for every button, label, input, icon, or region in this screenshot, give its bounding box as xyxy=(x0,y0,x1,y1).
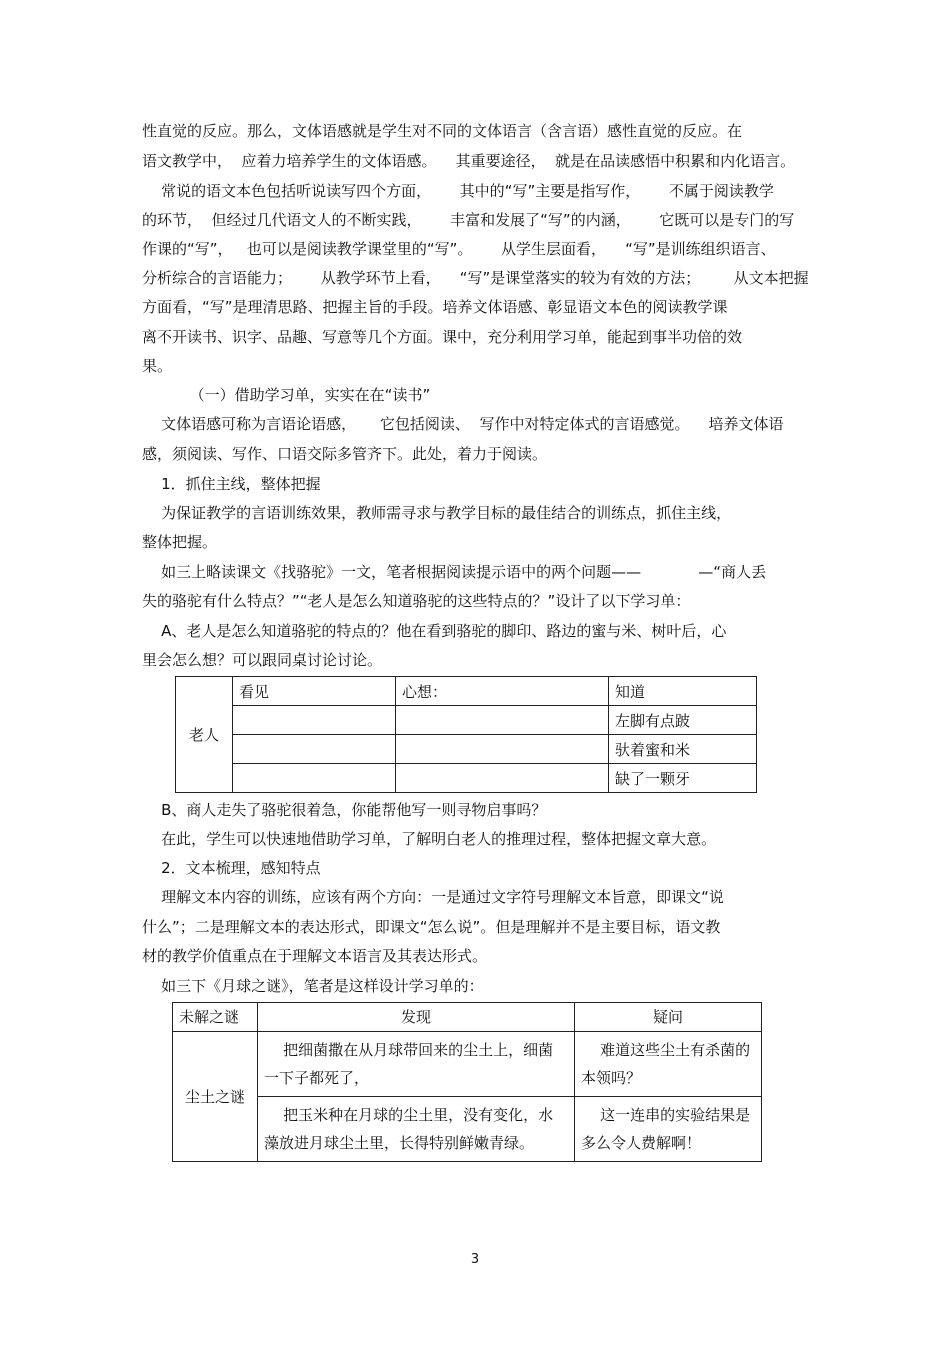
table-cell xyxy=(233,735,396,764)
table-cell: 缺了一颗牙 xyxy=(609,764,757,793)
paragraph-line: 在此，学生可以快速地借助学习单，了解明白老人的推理过程，整体把握文章大意。 xyxy=(142,830,717,848)
table-cell: 把玉米种在月球的尘土里，没有变化，水藻放进月球尘土里，长得特别鲜嫩青绿。 xyxy=(258,1097,575,1162)
table-header: 疑问 xyxy=(575,1003,762,1032)
paragraph-line: 语文教学中， 应着力培养学生的文体语感。 其重要途径， 就是在品读感悟中积累和内化语言。 xyxy=(142,152,796,170)
paragraph-line: 里会怎么想？可以跟同桌讨论讨论。 xyxy=(142,651,383,669)
paragraph-line: 常说的语文本色包括听说读写四个方面， 其中的“写”主要是指写作， 不属于阅读教学 xyxy=(142,182,774,200)
paragraph-line: 如三上略读课文《找骆驼》一文，笔者根据阅读提示语中的两个问题—— —“商人丢 xyxy=(142,563,767,581)
paragraph-line: 理解文本内容的训练，应该有两个方向：一是通过文字符号理解文本旨意，即课文“说 xyxy=(142,888,724,906)
learning-sheet-table-2 xyxy=(172,1002,762,1162)
table-cell: 难道这些尘土有杀菌的本领吗？ xyxy=(575,1032,762,1097)
paragraph-line: 失的骆驼有什么特点？”“老人是怎么知道骆驼的这些特点的？”设计了以下学习单： xyxy=(142,592,691,610)
paragraph-line: 整体把握。 xyxy=(142,533,218,551)
table-cell xyxy=(233,706,396,735)
table-cell: 左脚有点跛 xyxy=(609,706,757,735)
learning-sheet-table-1 xyxy=(175,676,757,793)
paragraph-line: 作课的“写”， 也可以是阅读教学课堂里的“写”。 从学生层面看， “写”是训练组织语言、 xyxy=(142,240,776,258)
subheading: 1．抓住主线，整体把握 xyxy=(142,475,321,493)
paragraph-line: 分析综合的言语能力； 从教学环节上看， “写”是课堂落实的较为有效的方法； 从文本把握 xyxy=(142,269,809,287)
paragraph-line: 为保证教学的言语训练效果，教师需寻求与教学目标的最佳结合的训练点，抓住主线， xyxy=(142,504,732,522)
paragraph-line: A、老人是怎么知道骆驼的特点的？他在看到骆驼的脚印、路边的蜜与米、树叶后，心 xyxy=(142,622,727,640)
paragraph-line: 果。 xyxy=(142,357,173,375)
paragraph-line: 材的教学价值重点在于理解文本语言及其表达形式。 xyxy=(142,947,488,965)
paragraph-line: 的环节， 但经过几代语文人的不断实践， 丰富和发展了“写”的内涵， 它既可以是专门的写 xyxy=(142,211,795,229)
paragraph-line: 如三下《月球之谜》，笔者是这样设计学习单的： xyxy=(142,977,484,995)
table-header: 知道 xyxy=(609,677,757,706)
paragraph-line: B、商人走失了骆驼很着急，你能帮他写一则寻物启事吗？ xyxy=(142,801,547,819)
table-cell xyxy=(396,706,609,735)
paragraph-line: 离不开读书、识字、品趣、写意等几个方面。课中，充分利用学习单，能起到事半功倍的效 xyxy=(142,328,743,346)
paragraph-line: 感，须阅读、写作、口语交际多管齐下。此处，着力于阅读。 xyxy=(142,445,548,463)
paragraph-line: 什么”；二是理解文本的表达形式，即课文“怎么说”。但是理解并不是主要目标，语文教 xyxy=(142,918,721,936)
table-header: 未解之谜 xyxy=(173,1003,258,1032)
row-label: 老人 xyxy=(176,677,233,793)
table-cell xyxy=(396,735,609,764)
paragraph-line: 文体语感可称为言语论语感， 它包括阅读、 写作中对特定体式的言语感觉。 培养文体语 xyxy=(142,415,784,433)
table-header: 看见 xyxy=(233,677,396,706)
page-number: 3 xyxy=(470,1252,480,1267)
table-cell: 驮着蜜和米 xyxy=(609,735,757,764)
row-label: 尘土之谜 xyxy=(173,1032,258,1162)
paragraph-line: 方面看，“写”是理清思路、把握主旨的手段。培养文体语感、彰显语文本色的阅读教学课 xyxy=(142,298,728,316)
table-cell xyxy=(233,764,396,793)
table-header: 心想： xyxy=(396,677,609,706)
table-cell: 把细菌撒在从月球带回来的尘土上，细菌一下子都死了， xyxy=(258,1032,575,1097)
subheading: 2．文本梳理，感知特点 xyxy=(142,859,321,877)
paragraph-line: 性直觉的反应。那么，文体语感就是学生对不同的文体语言（含言语）感性直觉的反应。在 xyxy=(142,122,743,140)
section-heading: （一）借助学习单，实实在在“读书” xyxy=(142,386,431,404)
table-cell xyxy=(396,764,609,793)
table-header: 发现 xyxy=(258,1003,575,1032)
table-cell: 这一连串的实验结果是多么令人费解啊！ xyxy=(575,1097,762,1162)
